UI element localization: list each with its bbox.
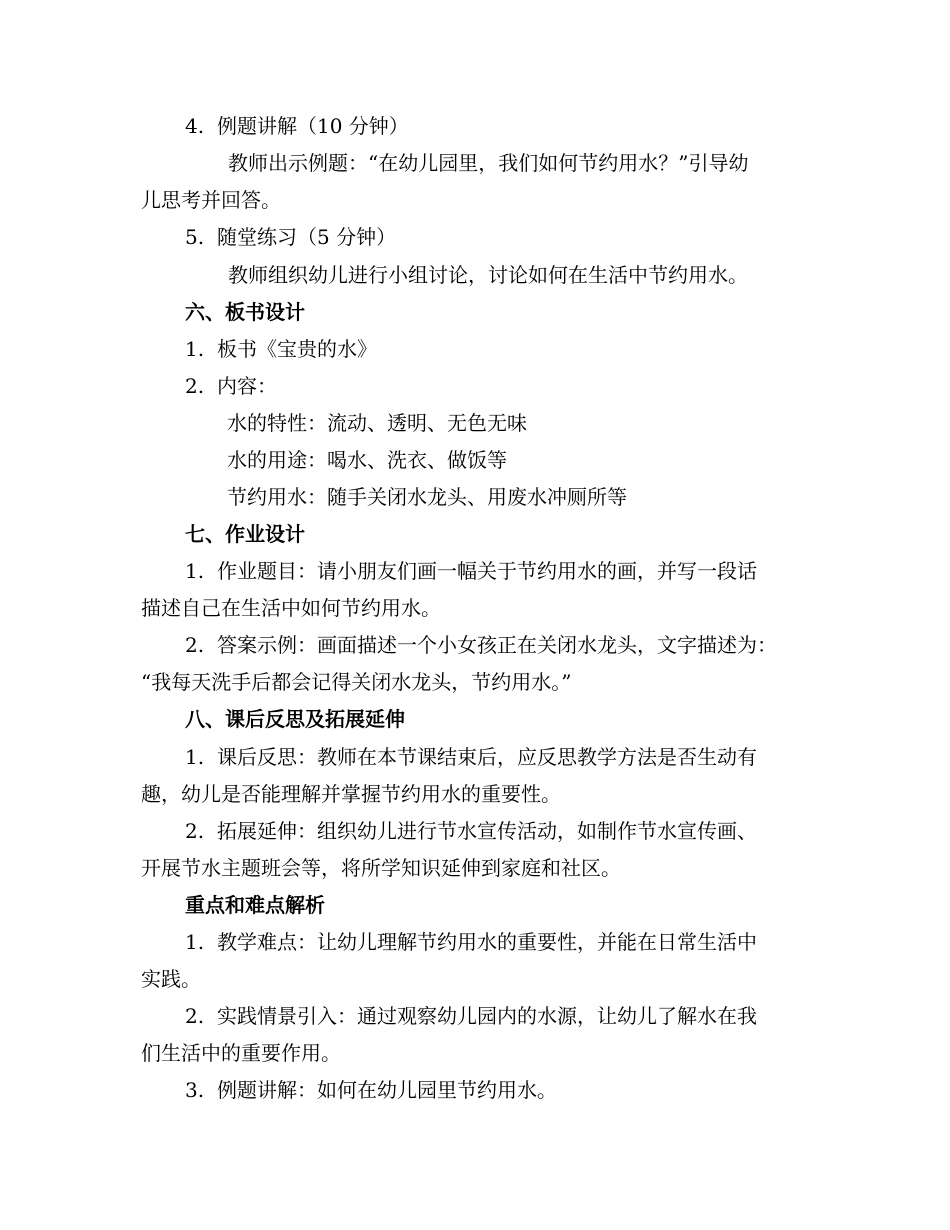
list-item: 2. 内容：: [185, 374, 277, 398]
paragraph-line: 开展节水主题班会等，将所学知识延伸到家庭和社区。: [141, 856, 621, 880]
section-heading: 六、板书设计: [185, 300, 305, 324]
section-heading: 八、课后反思及拓展延伸: [185, 707, 405, 731]
list-item: 5. 随堂练习（5 分钟）: [185, 225, 397, 249]
paragraph-line: 教师组织幼儿进行小组讨论，讨论如何在生活中节约用水。: [228, 263, 748, 287]
list-item: 2. 答案示例：画面描述一个小女孩正在关闭水龙头，文字描述为：: [185, 633, 777, 657]
list-item: 2. 拓展延伸：组织幼儿进行节水宣传活动，如制作节水宣传画、: [185, 819, 757, 843]
list-item: 1. 教学难点：让幼儿理解节约用水的重要性，并能在日常生活中: [185, 930, 757, 954]
paragraph-line: 描述自己在生活中如何节约用水。: [141, 596, 441, 620]
section-heading: 七、作业设计: [185, 522, 305, 546]
paragraph-line: 教师出示例题：“在幼儿园里，我们如何节约用水？”引导幼: [228, 151, 749, 175]
paragraph-line: 趣，幼儿是否能理解并掌握节约用水的重要性。: [141, 782, 561, 806]
list-item: 1. 作业题目：请小朋友们画一幅关于节约用水的画，并写一段话: [185, 559, 757, 583]
section-heading: 重点和难点解析: [185, 893, 325, 917]
list-item: 2. 实践情景引入：通过观察幼儿园内的水源，让幼儿了解水在我: [185, 1004, 757, 1028]
list-item: 1. 板书《宝贵的水》: [185, 337, 377, 361]
paragraph-line: 们生活中的重要作用。: [141, 1041, 341, 1065]
list-item: 3. 例题讲解：如何在幼儿园里节约用水。: [185, 1078, 557, 1102]
paragraph-line: 节约用水：随手关闭水龙头、用废水冲厕所等: [227, 485, 627, 509]
paragraph-line: 实践。: [141, 967, 201, 991]
list-item: 4. 例题讲解（10 分钟）: [185, 114, 409, 138]
paragraph-line: 水的用途：喝水、洗衣、做饭等: [227, 448, 507, 472]
paragraph-line: 儿思考并回答。: [141, 188, 281, 212]
paragraph-line: 水的特性：流动、透明、无色无味: [227, 411, 527, 435]
paragraph-line: “我每天洗手后都会记得关闭水龙头，节约用水。”: [141, 670, 572, 694]
list-item: 1. 课后反思：教师在本节课结束后，应反思教学方法是否生动有: [185, 745, 757, 769]
